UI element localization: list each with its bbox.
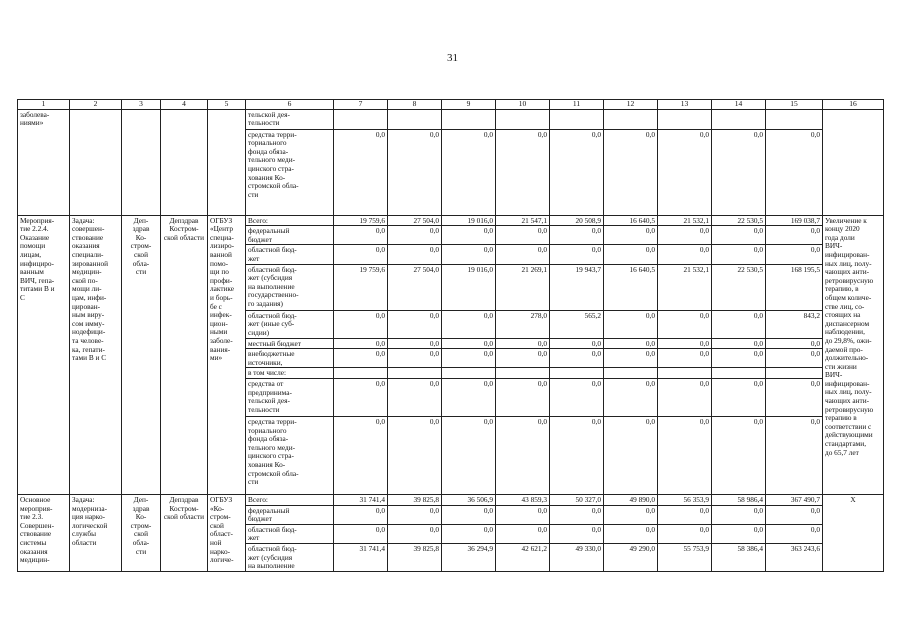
value-cell: 49 290,0 xyxy=(604,543,658,571)
value-cell: 0,0 xyxy=(658,226,712,245)
value-cell: 0,0 xyxy=(388,338,442,349)
value-cell: 36 294,9 xyxy=(442,543,496,571)
row-label: средства от предпринима- тельской дея- тельности xyxy=(246,378,334,416)
value-cell: 42 621,2 xyxy=(496,543,550,571)
value-cell xyxy=(388,368,442,379)
value-cell: 0,0 xyxy=(388,524,442,543)
value-cell: 0,0 xyxy=(712,524,766,543)
value-cell xyxy=(334,109,388,129)
value-cell: 31 741,4 xyxy=(334,543,388,571)
value-cell: 22 530,5 xyxy=(712,264,766,310)
column-header: 16 xyxy=(823,100,884,110)
value-cell: 0,0 xyxy=(712,245,766,264)
value-cell: 0,0 xyxy=(442,245,496,264)
value-cell: 0,0 xyxy=(442,378,496,416)
column-header: 10 xyxy=(496,100,550,110)
value-cell: 0,0 xyxy=(658,524,712,543)
coordinator-cell: Деп- здрав Ко- стром- ской обла- сти xyxy=(122,494,161,571)
value-cell: 0,0 xyxy=(604,349,658,368)
column-header: 12 xyxy=(604,100,658,110)
value-cell: 0,0 xyxy=(496,338,550,349)
value-cell: 43 859,3 xyxy=(496,494,550,505)
value-cell: 0,0 xyxy=(442,349,496,368)
header-row xyxy=(18,100,884,110)
value-cell: 22 530,5 xyxy=(712,215,766,226)
row-label: средства терри- ториального фонда обяза- тельного меди- цинского стра- хования Ко- стромской обла- сти xyxy=(246,129,334,215)
row-label: Всего: xyxy=(246,215,334,226)
table-row xyxy=(18,494,884,505)
value-cell: 0,0 xyxy=(604,505,658,524)
value-cell: 0,0 xyxy=(712,416,766,494)
value-cell: 20 508,9 xyxy=(550,215,604,226)
value-cell: 0,0 xyxy=(334,226,388,245)
value-cell: 0,0 xyxy=(388,416,442,494)
value-cell: 0,0 xyxy=(766,338,823,349)
cell-col16 xyxy=(823,109,884,215)
value-cell: 0,0 xyxy=(334,245,388,264)
column-header: 13 xyxy=(658,100,712,110)
value-cell xyxy=(496,368,550,379)
value-cell: 0,0 xyxy=(388,505,442,524)
row-label: областной бюд- жет xyxy=(246,245,334,264)
value-cell: 21 547,1 xyxy=(496,215,550,226)
value-cell: 0,0 xyxy=(442,226,496,245)
executor-cell: ОГБУЗ «Ко- стром- ской област- ной нарко- логиче- xyxy=(208,494,246,571)
value-cell: 19 016,0 xyxy=(442,215,496,226)
value-cell: 0,0 xyxy=(766,378,823,416)
value-cell: 0,0 xyxy=(766,524,823,543)
value-cell: 58 986,4 xyxy=(712,494,766,505)
value-cell: 843,2 xyxy=(766,310,823,338)
value-cell: 0,0 xyxy=(766,226,823,245)
value-cell: 0,0 xyxy=(550,378,604,416)
value-cell: 55 753,9 xyxy=(658,543,712,571)
column-header: 8 xyxy=(388,100,442,110)
column-header: 3 xyxy=(122,100,161,110)
value-cell: 0,0 xyxy=(334,378,388,416)
value-cell: 0,0 xyxy=(388,226,442,245)
value-cell: 27 504,0 xyxy=(388,215,442,226)
value-cell xyxy=(604,368,658,379)
value-cell: 21 269,1 xyxy=(496,264,550,310)
row-label: местный бюджет xyxy=(246,338,334,349)
value-cell: 0,0 xyxy=(604,378,658,416)
row-label: тельской дея- тельности xyxy=(246,109,334,129)
value-cell: 0,0 xyxy=(550,226,604,245)
value-cell: 0,0 xyxy=(658,505,712,524)
value-cell xyxy=(334,368,388,379)
row-label: в том числе: xyxy=(246,368,334,379)
value-cell: 0,0 xyxy=(442,129,496,215)
value-cell: 0,0 xyxy=(604,524,658,543)
task-cell: Задача: совершен- ствование оказания специали- зированной медицин- ской по- мощи ли- цам, инфи- цирован- ным виру- сом имму- нодефици- та челове- ка, гепати- тами В и С xyxy=(70,215,122,494)
value-cell: 16 640,5 xyxy=(604,264,658,310)
value-cell: 0,0 xyxy=(658,245,712,264)
value-cell: 0,0 xyxy=(334,310,388,338)
value-cell: 0,0 xyxy=(388,378,442,416)
cell-col3 xyxy=(122,109,161,215)
task-cell: Задача: модерниза- ция нарко- логической службы области xyxy=(70,494,122,571)
value-cell: 0,0 xyxy=(766,349,823,368)
value-cell: 58 386,4 xyxy=(712,543,766,571)
value-cell xyxy=(388,109,442,129)
value-cell: 27 504,0 xyxy=(388,264,442,310)
value-cell: 0,0 xyxy=(442,338,496,349)
value-cell: 0,0 xyxy=(496,416,550,494)
value-cell: 36 506,9 xyxy=(442,494,496,505)
column-header: 9 xyxy=(442,100,496,110)
page-number: 31 xyxy=(447,52,458,64)
table-row xyxy=(18,215,884,226)
value-cell: 0,0 xyxy=(550,338,604,349)
coordinator-cell: Деп- здрав Ко- стром- ской обла- сти xyxy=(122,215,161,494)
cell-col1: заболева- ниями» xyxy=(18,109,70,215)
value-cell xyxy=(550,109,604,129)
value-cell xyxy=(442,109,496,129)
row-label: областной бюд- жет (субсидия на выполнение xyxy=(246,543,334,571)
column-header: 6 xyxy=(246,100,334,110)
result-cell: Увеличение к концу 2020 года доли ВИЧ- инфицирован- ных лиц, полу- чающих анти- ретровирусную терапию, в общем количе- стве лиц, со- стоящих на диспансерном наблюдении, до 29,8%, ожи- даемой про- должительно- сти жизни ВИЧ- инфицирован- ных лиц, полу- чающих анти- ретровирусную терапию в соответствии с действующими стандартами, до 65,7 лет xyxy=(823,215,884,494)
column-header: 2 xyxy=(70,100,122,110)
value-cell: 49 330,0 xyxy=(550,543,604,571)
value-cell: 21 532,1 xyxy=(658,264,712,310)
value-cell: 0,0 xyxy=(604,416,658,494)
cell-col5 xyxy=(208,109,246,215)
value-cell: 0,0 xyxy=(334,416,388,494)
value-cell: 169 038,7 xyxy=(766,215,823,226)
cell-col4 xyxy=(161,109,208,215)
value-cell: 0,0 xyxy=(604,245,658,264)
value-cell: 0,0 xyxy=(334,349,388,368)
value-cell: 0,0 xyxy=(496,226,550,245)
event-name-cell: Мероприя- тие 2.2.4. Оказание помощи лицам, инфициро- ванным ВИЧ, гепа- титами В и С xyxy=(18,215,70,494)
value-cell: 0,0 xyxy=(442,505,496,524)
value-cell: 49 890,0 xyxy=(604,494,658,505)
value-cell: 168 195,5 xyxy=(766,264,823,310)
value-cell: 0,0 xyxy=(766,416,823,494)
value-cell: 39 825,8 xyxy=(388,494,442,505)
value-cell: 0,0 xyxy=(550,245,604,264)
row-label: Всего: xyxy=(246,494,334,505)
column-header: 15 xyxy=(766,100,823,110)
row-label: областной бюд- жет (субсидия на выполнение государственно- го задания) xyxy=(246,264,334,310)
value-cell: 0,0 xyxy=(550,524,604,543)
value-cell: 19 943,7 xyxy=(550,264,604,310)
value-cell: 0,0 xyxy=(712,505,766,524)
value-cell: 0,0 xyxy=(334,524,388,543)
value-cell: 0,0 xyxy=(442,416,496,494)
event-name-cell: Основное мероприя- тие 2.3. Совершен- ствование системы оказания медицин- xyxy=(18,494,70,571)
table-row xyxy=(18,109,884,129)
value-cell: 0,0 xyxy=(712,349,766,368)
value-cell: 0,0 xyxy=(496,129,550,215)
value-cell: 56 353,9 xyxy=(658,494,712,505)
value-cell xyxy=(496,109,550,129)
responsible-cell: Депздрав Костром- ской области xyxy=(161,215,208,494)
value-cell: 0,0 xyxy=(550,349,604,368)
value-cell xyxy=(658,109,712,129)
value-cell: 0,0 xyxy=(604,310,658,338)
result-cell: Х xyxy=(823,494,884,571)
value-cell: 39 825,8 xyxy=(388,543,442,571)
value-cell: 16 640,5 xyxy=(604,215,658,226)
value-cell: 0,0 xyxy=(388,245,442,264)
value-cell: 19 759,6 xyxy=(334,264,388,310)
executor-cell: ОГБУЗ «Центр специа- лизиро- ванной помо- щи по профи- лактике и борь- бе с инфек- цион- ными заболе- вания- ми» xyxy=(208,215,246,494)
value-cell: 0,0 xyxy=(388,349,442,368)
column-header: 1 xyxy=(18,100,70,110)
value-cell: 0,0 xyxy=(712,378,766,416)
value-cell: 0,0 xyxy=(496,524,550,543)
value-cell: 0,0 xyxy=(766,245,823,264)
value-cell: 0,0 xyxy=(658,349,712,368)
budget-table xyxy=(17,99,884,572)
value-cell: 278,0 xyxy=(496,310,550,338)
value-cell xyxy=(712,109,766,129)
value-cell: 0,0 xyxy=(388,129,442,215)
value-cell: 0,0 xyxy=(496,505,550,524)
value-cell: 21 532,1 xyxy=(658,215,712,226)
value-cell: 0,0 xyxy=(604,226,658,245)
value-cell: 0,0 xyxy=(334,129,388,215)
value-cell xyxy=(658,368,712,379)
value-cell: 363 243,6 xyxy=(766,543,823,571)
value-cell: 0,0 xyxy=(388,310,442,338)
value-cell: 0,0 xyxy=(496,378,550,416)
value-cell: 0,0 xyxy=(334,505,388,524)
value-cell xyxy=(550,368,604,379)
row-label: областной бюд- жет xyxy=(246,524,334,543)
value-cell: 0,0 xyxy=(550,416,604,494)
value-cell: 0,0 xyxy=(442,310,496,338)
value-cell: 367 490,7 xyxy=(766,494,823,505)
row-label: федеральный бюджет xyxy=(246,226,334,245)
value-cell: 0,0 xyxy=(334,338,388,349)
value-cell: 0,0 xyxy=(712,310,766,338)
value-cell: 0,0 xyxy=(496,349,550,368)
value-cell: 0,0 xyxy=(712,226,766,245)
value-cell: 0,0 xyxy=(766,129,823,215)
value-cell: 0,0 xyxy=(550,505,604,524)
value-cell: 0,0 xyxy=(658,129,712,215)
value-cell: 0,0 xyxy=(658,416,712,494)
cell-col2 xyxy=(70,109,122,215)
value-cell: 0,0 xyxy=(658,378,712,416)
column-header: 5 xyxy=(208,100,246,110)
row-label: федеральный бюджет xyxy=(246,505,334,524)
value-cell xyxy=(712,368,766,379)
value-cell: 0,0 xyxy=(442,524,496,543)
column-header: 14 xyxy=(712,100,766,110)
value-cell xyxy=(766,368,823,379)
row-label: внебюджетные источники, xyxy=(246,349,334,368)
row-label: областной бюд- жет (иные суб- сидии) xyxy=(246,310,334,338)
value-cell: 0,0 xyxy=(712,129,766,215)
value-cell xyxy=(766,109,823,129)
value-cell: 0,0 xyxy=(712,338,766,349)
column-header: 4 xyxy=(161,100,208,110)
value-cell: 31 741,4 xyxy=(334,494,388,505)
column-header: 11 xyxy=(550,100,604,110)
value-cell: 0,0 xyxy=(604,129,658,215)
value-cell: 565,2 xyxy=(550,310,604,338)
value-cell: 0,0 xyxy=(658,310,712,338)
value-cell: 19 759,6 xyxy=(334,215,388,226)
value-cell: 0,0 xyxy=(550,129,604,215)
responsible-cell: Депздрав Костром- ской области xyxy=(161,494,208,571)
column-header: 7 xyxy=(334,100,388,110)
row-label: средства терри- ториального фонда обяза- тельного меди- цинского стра- хования Ко- стромской обла- сти xyxy=(246,416,334,494)
value-cell: 19 016,0 xyxy=(442,264,496,310)
value-cell: 0,0 xyxy=(604,338,658,349)
value-cell xyxy=(604,109,658,129)
value-cell: 0,0 xyxy=(496,245,550,264)
value-cell: 0,0 xyxy=(766,505,823,524)
value-cell: 0,0 xyxy=(658,338,712,349)
value-cell xyxy=(442,368,496,379)
value-cell: 50 327,0 xyxy=(550,494,604,505)
